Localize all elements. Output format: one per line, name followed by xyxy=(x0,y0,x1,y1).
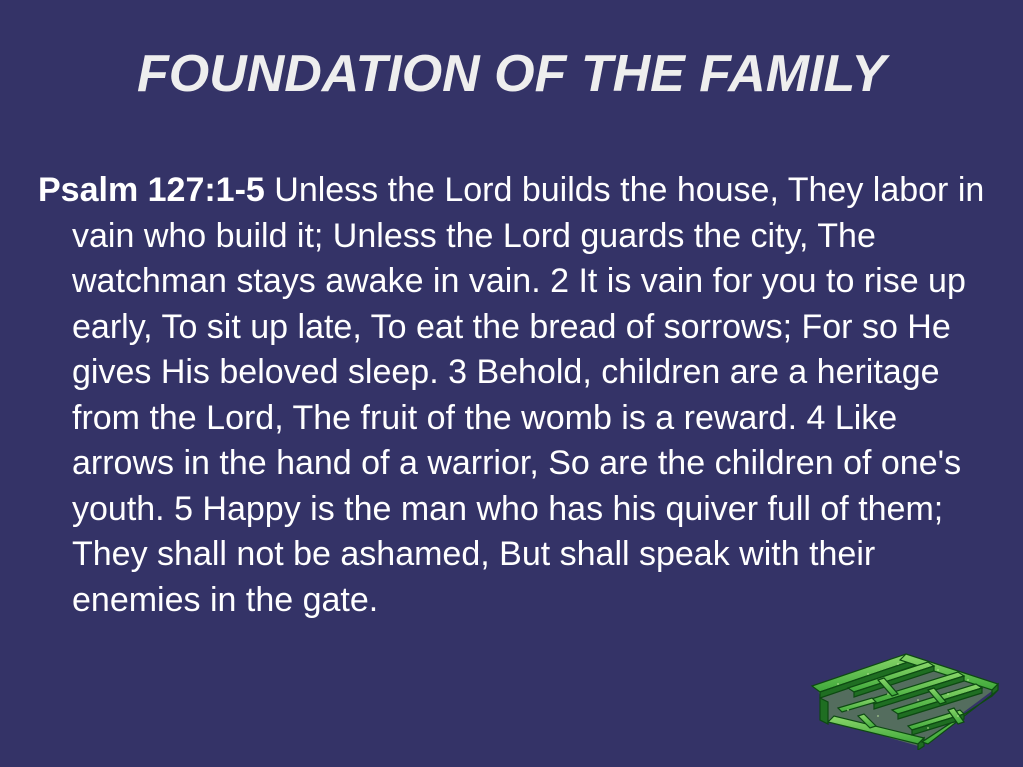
scripture-paragraph xyxy=(38,168,1008,623)
scripture-reference: Psalm 127:1-5 xyxy=(38,171,265,209)
hedge-maze-icon xyxy=(808,650,1002,750)
scripture-passage: Unless the Lord builds the house, They labor in vain who build it; Unless the Lord guards the city, The watchman stays awake in vain. 2 It is vain for you to rise up early, To sit up late, To eat the bread of sorrows; For so He gives His beloved sleep. 3 Behold, children are a heritage from the Lord, The fruit of the womb is a reward. 4 Like arrows in the hand of a warrior, So are the children of one's youth. 5 Happy is the man who has his quiver full of them; They shall not be ashamed, But shall speak with their enemies in the gate. xyxy=(72,171,985,619)
slide-title: FOUNDATION OF THE FAMILY xyxy=(136,45,887,103)
scripture-block xyxy=(38,168,1008,623)
